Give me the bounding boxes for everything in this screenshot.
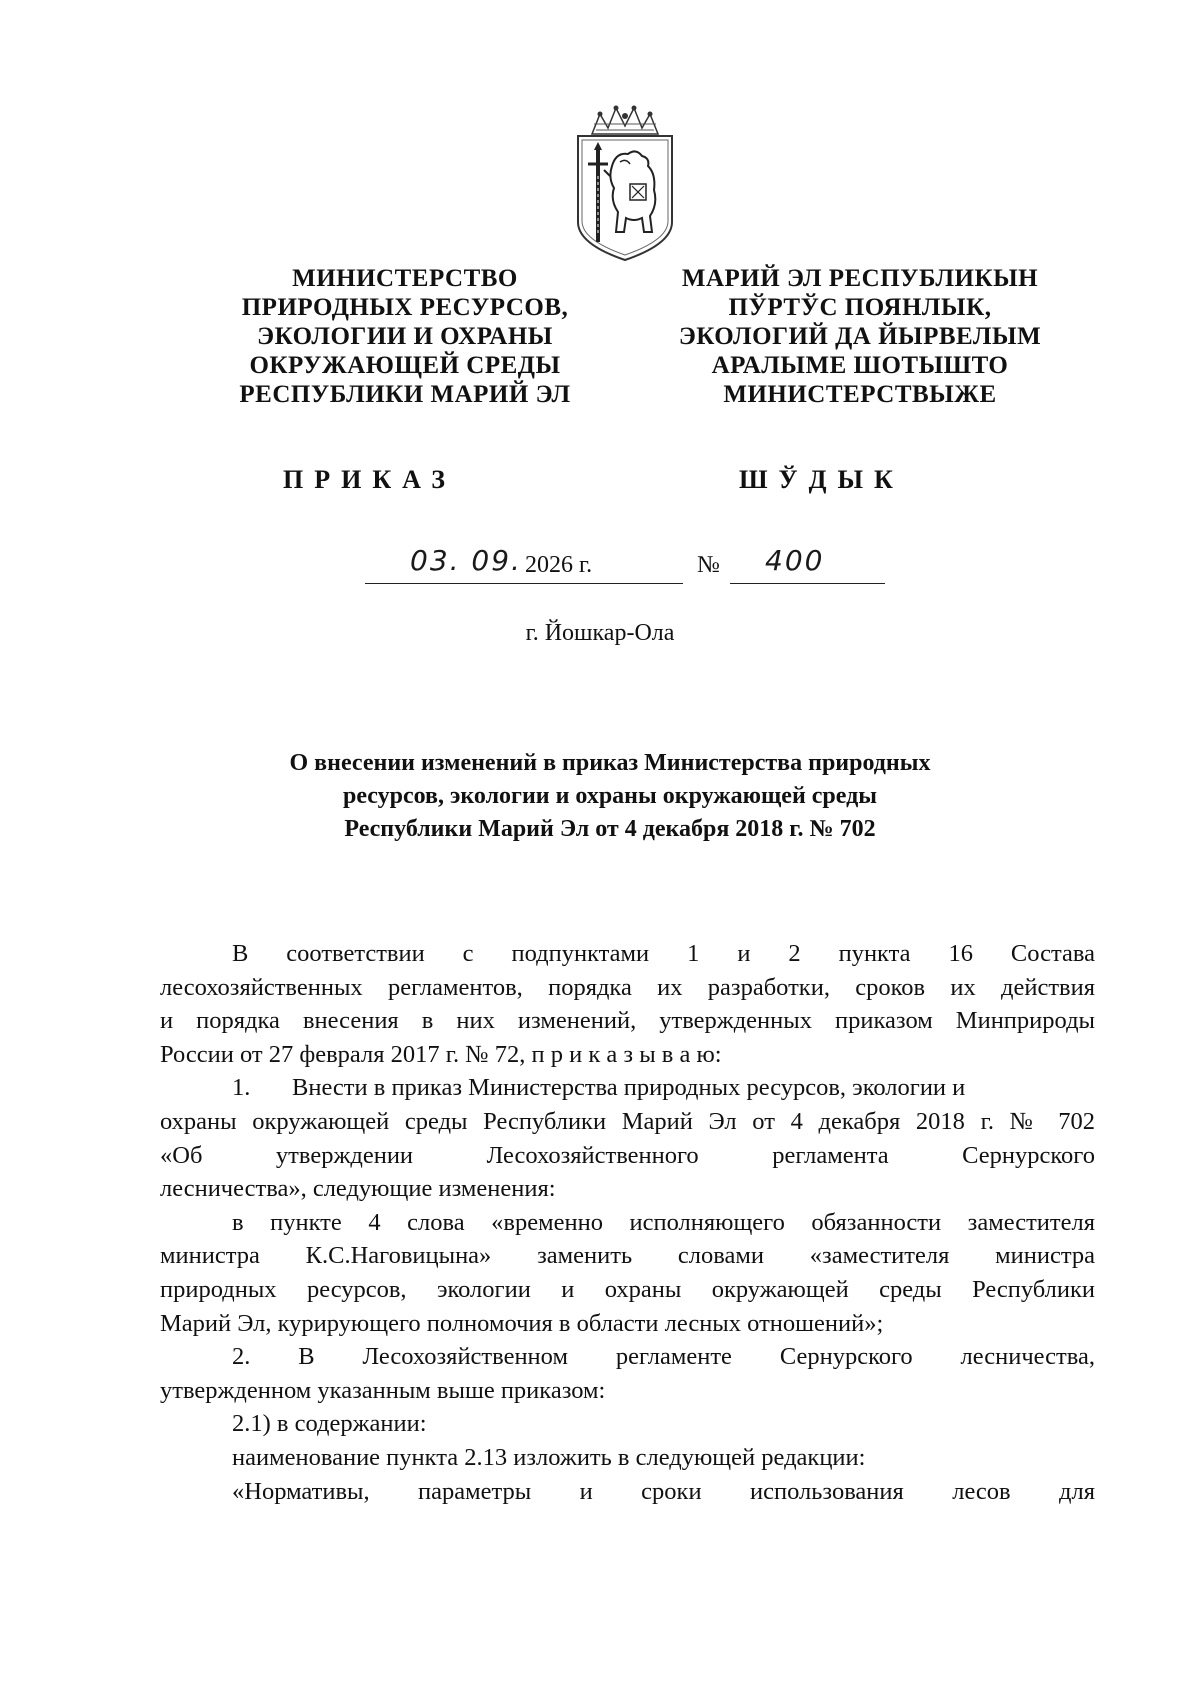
ministry-name-mari [650, 264, 1070, 409]
handwritten-date: 03. 09. [410, 544, 522, 577]
item-text: Внести в приказ Министерства природных ресурсов, экологии и [292, 1074, 966, 1102]
date-year: 2026 г. [525, 552, 593, 578]
date-underline [365, 583, 683, 584]
body-line: В соответствии с подпунктами 1 и 2 пункта 16 Состава [232, 940, 1095, 967]
body-line: утвержденном указанным выше приказом: [160, 1376, 606, 1404]
header-line: МИНИСТЕРСТВЫЖЕ [723, 381, 997, 408]
body-line: природных ресурсов, экологии и охраны окружающей среды Республики [160, 1275, 1095, 1303]
body-line: Марий Эл, курирующего полномочия в области лесных отношений»; [160, 1309, 884, 1337]
body-line: России от 27 февраля 2017 г. № 72, п р и к а з ы в а ю: [160, 1040, 722, 1068]
coat-of-arms-icon [570, 104, 680, 264]
header-line: ПЎРТЎС ПОЯНЛЫК, [728, 294, 992, 321]
document-body [160, 937, 1095, 1508]
body-line: охраны окружающей среды Республики Марий Эл от 4 декабря 2018 г. № 702 [160, 1107, 1095, 1135]
doc-type-mari: ШЎДЫК [739, 465, 904, 494]
handwritten-number: 400 [765, 544, 825, 577]
body-line: лесохозяйственных регламентов, порядка их разработки, сроков их действия [160, 973, 1095, 1001]
header-line: ЭКОЛОГИЙ ДА ЙЫРВЕЛЫМ [678, 323, 1042, 350]
body-line: министра К.С.Наговицына» заменить словами «заместителя министра [160, 1242, 1095, 1270]
date-number-row [365, 544, 885, 598]
body-line: лесничества», следующие изменения: [160, 1175, 556, 1203]
body-line: «Об утверждении Лесохозяйственного регламента Сернурского [160, 1141, 1095, 1169]
city: г. Йошкар-Ола [525, 620, 675, 646]
body-line: 2.1) в содержании: [232, 1410, 427, 1438]
header-line: МИНИСТЕРСТВО [292, 265, 518, 292]
title-line: Республики Марий Эл от 4 декабря 2018 г. № 702 [344, 816, 876, 842]
body-line-item-1 [160, 1071, 1095, 1105]
body-line: наименование пункта 2.13 изложить в следующей редакции: [232, 1443, 866, 1471]
number-sign: № [697, 552, 720, 578]
document-title [200, 747, 1020, 846]
body-line: «Нормативы, параметры и сроки использования лесов для [232, 1477, 1095, 1505]
ministry-name-russian [205, 264, 605, 409]
doc-type-russian: ПРИКАЗ [283, 465, 457, 494]
title-line: О внесении изменений в приказ Министерства природных [289, 750, 931, 776]
header-line: ПРИРОДНЫХ РЕСУРСОВ, [241, 294, 569, 321]
number-underline [730, 583, 885, 584]
header-line: ОКРУЖАЮЩЕЙ СРЕДЫ [249, 352, 561, 379]
body-line: в пункте 4 слова «временно исполняющего обязанности заместителя [232, 1208, 1095, 1236]
header-line: АРАЛЫМЕ ШОТЫШТО [711, 352, 1009, 379]
header-line: МАРИЙ ЭЛ РЕСПУБЛИКЫН [681, 265, 1039, 292]
item-number: 1. [232, 1074, 251, 1102]
body-line: и порядка внесения в них изменений, утвержденных приказом Минприроды [160, 1007, 1095, 1035]
title-line: ресурсов, экологии и охраны окружающей среды [343, 783, 877, 809]
header-line: РЕСПУБЛИКИ МАРИЙ ЭЛ [239, 381, 571, 408]
header-line: ЭКОЛОГИИ И ОХРАНЫ [257, 323, 553, 350]
body-line: 2. В Лесохозяйственном регламенте Сернурского лесничества, [232, 1343, 1095, 1371]
